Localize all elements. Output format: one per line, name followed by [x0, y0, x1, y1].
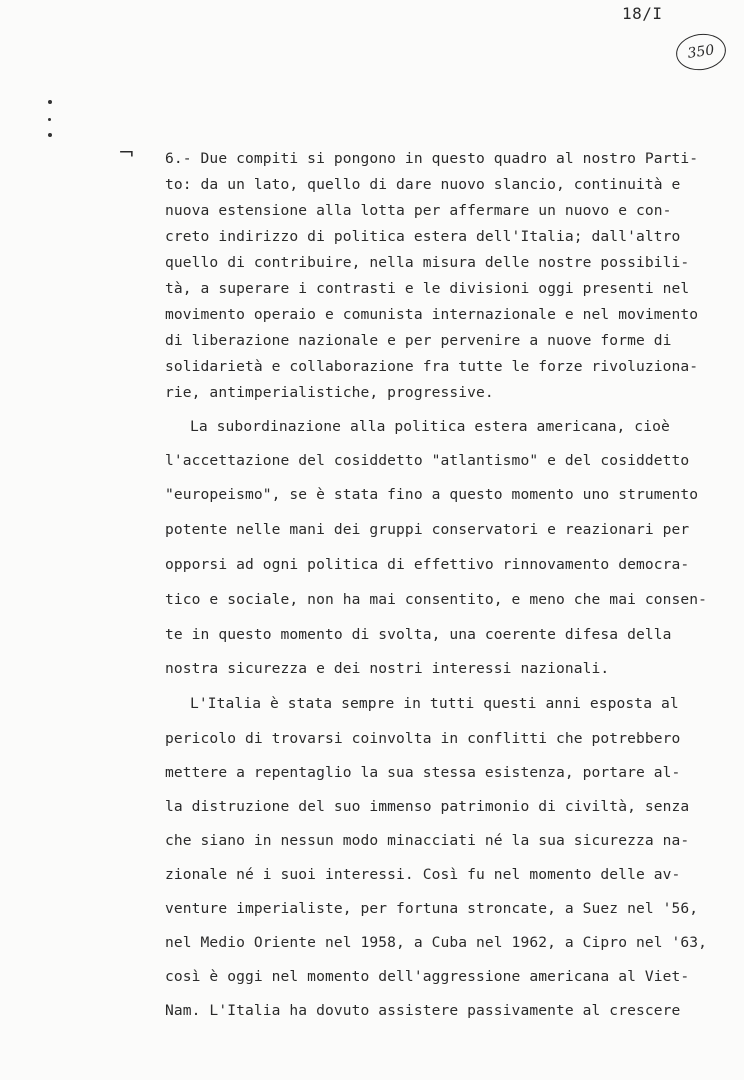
text-line: L'Italia è stata sempre in tutti questi anni esposta al: [190, 695, 679, 712]
binder-hole-mark: [48, 133, 52, 137]
text-line: nel Medio Oriente nel 1958, a Cuba nel 1962, a Cipro nel '63,: [165, 934, 708, 951]
text-line: opporsi ad ogni politica di effettivo rinnovamento democra-: [165, 556, 690, 573]
text-line: La subordinazione alla politica estera americana, cioè: [190, 418, 670, 435]
text-line: mettere a repentaglio la sua stessa esistenza, portare al-: [165, 764, 681, 781]
text-line: che siano in nessun modo minacciati né la sua sicurezza na-: [165, 832, 690, 849]
text-line: tà, a superare i contrasti e le divisioni oggi presenti nel: [165, 280, 690, 297]
text-line: zionale né i suoi interessi. Così fu nel momento delle av-: [165, 866, 681, 883]
text-line: 6.- Due compiti si pongono in questo quadro al nostro Parti-: [165, 150, 699, 167]
text-line: "europeismo", se è stata fino a questo momento uno strumento: [165, 486, 699, 503]
text-line: nostra sicurezza e dei nostri interessi nazionali.: [165, 660, 610, 677]
binder-hole-mark: [48, 100, 52, 104]
archive-stamp: [674, 31, 729, 74]
text-line: Nam. L'Italia ha dovuto assistere passivamente al crescere: [165, 1002, 681, 1019]
stamp-number: 350: [686, 42, 716, 62]
text-line: solidarietà e collaborazione fra tutte le forze rivoluziona-: [165, 358, 699, 375]
text-line: la distruzione del suo immenso patrimonio di civiltà, senza: [165, 798, 690, 815]
text-line: rie, antimperialistiche, progressive.: [165, 384, 494, 401]
text-line: movimento operaio e comunista internazionale e nel movimento: [165, 306, 699, 323]
text-line: tico e sociale, non ha mai consentito, e meno che mai consen-: [165, 591, 708, 608]
text-line: pericolo di trovarsi coinvolta in conflitti che potrebbero: [165, 730, 681, 747]
text-line: venture imperialiste, per fortuna stroncate, a Suez nel '56,: [165, 900, 699, 917]
text-line: l'accettazione del cosiddetto "atlantismo" e del cosiddetto: [165, 452, 690, 469]
binder-hole-mark: [48, 118, 51, 121]
text-line: nuova estensione alla lotta per affermare un nuovo e con-: [165, 202, 672, 219]
text-line: creto indirizzo di politica estera dell'Italia; dall'altro: [165, 228, 681, 245]
page-number: 18/I: [622, 4, 663, 23]
text-line: quello di contribuire, nella misura delle nostre possibili-: [165, 254, 690, 271]
text-line: to: da un lato, quello di dare nuovo slancio, continuità e: [165, 176, 681, 193]
text-line: te in questo momento di svolta, una coerente difesa della: [165, 626, 672, 643]
margin-mark: ¬: [118, 140, 135, 164]
text-line: così è oggi nel momento dell'aggressione americana al Viet-: [165, 968, 690, 985]
text-line: potente nelle mani dei gruppi conservatori e reazionari per: [165, 521, 690, 538]
text-line: di liberazione nazionale e per pervenire a nuove forme di: [165, 332, 672, 349]
